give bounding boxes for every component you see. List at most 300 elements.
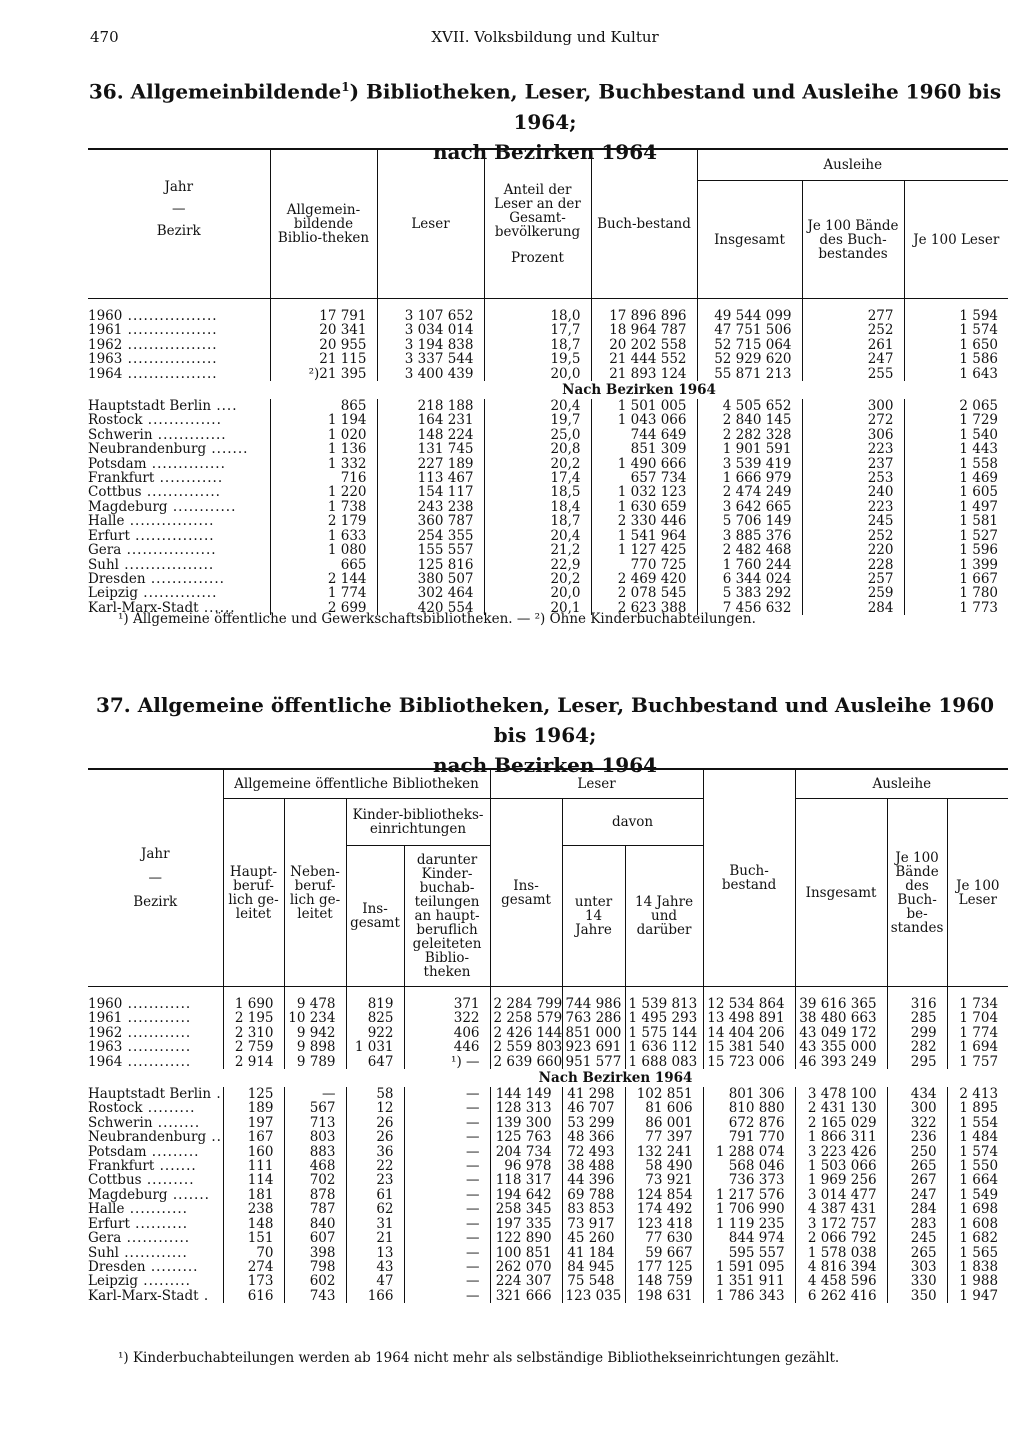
table-cell: 360 787 bbox=[377, 514, 484, 528]
table-cell: 1 757 bbox=[947, 1055, 1008, 1069]
table-cell: — bbox=[404, 1289, 490, 1303]
table-cell: 160 bbox=[223, 1145, 284, 1159]
table-row bbox=[88, 352, 1008, 366]
table-cell: 20,2 bbox=[484, 572, 591, 586]
leader-dots: . bbox=[198, 1287, 210, 1304]
table-cell: 155 557 bbox=[377, 543, 484, 557]
table-cell: 607 bbox=[284, 1231, 346, 1245]
table-cell: 1 988 bbox=[947, 1274, 1008, 1288]
table-cell: 716 bbox=[270, 471, 377, 485]
leader-dots: .............. bbox=[141, 484, 221, 501]
table-cell: 77 397 bbox=[625, 1130, 703, 1144]
table-cell: 31 bbox=[346, 1217, 404, 1231]
table37-title: 37. Allgemeine öffentliche Bibliotheken, Leser, Buchbestand und Ausleihe 1960 bis 1964; nach Bezirken 1964 bbox=[80, 690, 1010, 780]
table-cell: 3 885 376 bbox=[697, 529, 802, 543]
table-cell: 20,0 bbox=[484, 367, 591, 381]
table-cell: 322 bbox=[404, 1011, 490, 1025]
table-cell: 2 330 446 bbox=[591, 514, 697, 528]
table-cell: 125 bbox=[223, 1087, 284, 1101]
table-row bbox=[88, 367, 1008, 381]
row-label: 1960 ............ bbox=[88, 996, 192, 1012]
table-cell: 3 223 426 bbox=[795, 1145, 887, 1159]
table-cell: 1 539 813 bbox=[625, 997, 703, 1011]
col37-neben: Neben-beruf-lich ge-leitet bbox=[284, 799, 346, 987]
table-cell: 865 bbox=[270, 399, 377, 413]
table-cell: 1 773 bbox=[904, 601, 1008, 615]
table-row bbox=[88, 428, 1008, 442]
table-cell: 1 549 bbox=[947, 1188, 1008, 1202]
table-cell: 770 725 bbox=[591, 558, 697, 572]
table-cell: 1 947 bbox=[947, 1289, 1008, 1303]
table-cell: 468 bbox=[284, 1159, 346, 1173]
table-cell: 102 851 bbox=[625, 1087, 703, 1101]
table-cell: 3 172 757 bbox=[795, 1217, 887, 1231]
table-cell: 1 667 bbox=[904, 572, 1008, 586]
table-cell: 61 bbox=[346, 1188, 404, 1202]
table-cell: 3 478 100 bbox=[795, 1087, 887, 1101]
table-cell: 18 964 787 bbox=[591, 323, 697, 337]
col37-unter14: unter 14 Jahre bbox=[562, 846, 625, 987]
table-cell: 2 065 bbox=[904, 399, 1008, 413]
col-bibliotheken: Allgemein-bildende Biblio-theken bbox=[270, 149, 377, 299]
table-row bbox=[88, 1202, 1008, 1216]
table-cell: 2 623 388 bbox=[591, 601, 697, 615]
table-cell: 23 bbox=[346, 1173, 404, 1187]
table-row bbox=[88, 1217, 1008, 1231]
table-cell: 194 642 bbox=[490, 1188, 562, 1202]
table-cell: 19,5 bbox=[484, 352, 591, 366]
table-cell: 350 bbox=[887, 1289, 947, 1303]
table-cell: 371 bbox=[404, 997, 490, 1011]
table-cell: 96 978 bbox=[490, 1159, 562, 1173]
row-label: 1961 ................. bbox=[88, 322, 218, 339]
table-cell: 123 035 bbox=[562, 1289, 625, 1303]
table37-subtitle: nach Bezirken 1964 bbox=[432, 753, 658, 777]
table-row bbox=[88, 586, 1008, 600]
table-cell: 2 310 bbox=[223, 1026, 284, 1040]
row-label: 1964 ................. bbox=[88, 365, 218, 382]
table-cell: 69 788 bbox=[562, 1188, 625, 1202]
table-row bbox=[88, 1274, 1008, 1288]
table-cell: 2 474 249 bbox=[697, 485, 802, 499]
leader-dots: ........... bbox=[124, 1201, 188, 1218]
table-cell: 446 bbox=[404, 1040, 490, 1054]
row-label: Karl-Marx-Stadt ...... bbox=[88, 599, 236, 616]
leader-dots: .... bbox=[211, 398, 238, 415]
table-cell: 1 332 bbox=[270, 457, 377, 471]
table-cell: 1 866 311 bbox=[795, 1130, 887, 1144]
table-cell: 18,4 bbox=[484, 500, 591, 514]
table-cell: 2 179 bbox=[270, 514, 377, 528]
col-ausleihe-insgesamt: Insgesamt bbox=[697, 181, 802, 299]
table-cell: 672 876 bbox=[703, 1116, 795, 1130]
table-cell: — bbox=[404, 1260, 490, 1274]
table-cell: 1 586 bbox=[904, 352, 1008, 366]
table-cell: 252 bbox=[802, 529, 904, 543]
table-cell: 595 557 bbox=[703, 1246, 795, 1260]
table-cell: 47 bbox=[346, 1274, 404, 1288]
table-cell: 1 574 bbox=[947, 1145, 1008, 1159]
table-cell: 122 890 bbox=[490, 1231, 562, 1245]
table-cell: 434 bbox=[887, 1087, 947, 1101]
leader-dots: ......... bbox=[146, 1143, 200, 1160]
table-cell: 744 986 bbox=[562, 997, 625, 1011]
table-cell: 1 605 bbox=[904, 485, 1008, 499]
table-cell: 62 bbox=[346, 1202, 404, 1216]
table-cell: 2 258 579 bbox=[490, 1011, 562, 1025]
table-cell: 1 497 bbox=[904, 500, 1008, 514]
table-cell: 21 893 124 bbox=[591, 367, 697, 381]
table-cell: 3 642 665 bbox=[697, 500, 802, 514]
table-cell: 151 bbox=[223, 1231, 284, 1245]
table-cell: 43 355 000 bbox=[795, 1040, 887, 1054]
table-cell: 1 558 bbox=[904, 457, 1008, 471]
leader-dots: ................. bbox=[121, 542, 217, 559]
table-cell: 247 bbox=[802, 352, 904, 366]
table-cell: 1 541 964 bbox=[591, 529, 697, 543]
table-row bbox=[88, 1101, 1008, 1115]
table-cell: 398 bbox=[284, 1246, 346, 1260]
table-cell: 4 816 394 bbox=[795, 1260, 887, 1274]
table-cell: 2 078 545 bbox=[591, 586, 697, 600]
table-cell: 72 493 bbox=[562, 1145, 625, 1159]
row-label: Cottbus ......... bbox=[88, 1172, 195, 1189]
row-label: Hauptstadt Berlin .... bbox=[88, 398, 238, 415]
leader-dots: ...... bbox=[198, 599, 236, 616]
table-cell: 1 969 256 bbox=[795, 1173, 887, 1187]
table-cell: 9 789 bbox=[284, 1055, 346, 1069]
table-cell: 819 bbox=[346, 997, 404, 1011]
table-cell: 220 bbox=[802, 543, 904, 557]
table-cell: 1 636 112 bbox=[625, 1040, 703, 1054]
table-cell: 19,7 bbox=[484, 413, 591, 427]
leader-dots: ............ bbox=[122, 1053, 192, 1070]
table-cell: 250 bbox=[887, 1145, 947, 1159]
col-ausleihe: Ausleihe bbox=[697, 149, 1008, 181]
table-cell: 5 383 292 bbox=[697, 586, 802, 600]
col37-ab14: 14 Jahre und darüber bbox=[625, 846, 703, 987]
table-cell: 131 745 bbox=[377, 442, 484, 456]
table-cell: 262 070 bbox=[490, 1260, 562, 1274]
table-cell: 265 bbox=[887, 1159, 947, 1173]
table-row bbox=[88, 1055, 1008, 1069]
table-cell: 1 220 bbox=[270, 485, 377, 499]
row-label: 1963 ................. bbox=[88, 351, 218, 368]
row-label: Neubrandenburg .. bbox=[88, 1129, 222, 1146]
table-cell: 1 399 bbox=[904, 558, 1008, 572]
table-cell: ¹) — bbox=[404, 1055, 490, 1069]
table-cell: 923 691 bbox=[562, 1040, 625, 1054]
leader-dots: .......... bbox=[129, 1215, 189, 1232]
table36-footnote: ¹) Allgemeine öffentliche und Gewerkschaftsbibliotheken. — ²) Ohne Kinderbuchabteilungen. bbox=[118, 611, 756, 627]
col37-kinder: Kinder-bibliotheks-einrichtungen bbox=[346, 799, 490, 846]
table-cell: 45 260 bbox=[562, 1231, 625, 1245]
table-cell: 1 554 bbox=[947, 1116, 1008, 1130]
table-cell: 801 306 bbox=[703, 1087, 795, 1101]
table-cell: 1 043 066 bbox=[591, 413, 697, 427]
table-cell: 22 bbox=[346, 1159, 404, 1173]
table-cell: 1 527 bbox=[904, 529, 1008, 543]
col-buchbestand: Buch-bestand bbox=[591, 149, 697, 299]
table-cell: 567 bbox=[284, 1101, 346, 1115]
table-cell: 257 bbox=[802, 572, 904, 586]
table-cell: 1 288 074 bbox=[703, 1145, 795, 1159]
leader-dots: .............. bbox=[145, 570, 225, 587]
table-cell: 4 505 652 bbox=[697, 399, 802, 413]
section-subheading: Nach Bezirken 1964 bbox=[562, 382, 716, 399]
table-cell: 38 488 bbox=[562, 1159, 625, 1173]
table-cell: 81 606 bbox=[625, 1101, 703, 1115]
table-cell: 20,4 bbox=[484, 529, 591, 543]
table-cell: — bbox=[404, 1145, 490, 1159]
leader-dots: ............ bbox=[122, 996, 192, 1012]
table-cell: 1 591 095 bbox=[703, 1260, 795, 1274]
table-cell: 259 bbox=[802, 586, 904, 600]
table-cell: 247 bbox=[887, 1188, 947, 1202]
table-cell: 1 786 343 bbox=[703, 1289, 795, 1303]
row-label: 1962 ................. bbox=[88, 336, 218, 353]
table-cell: 265 bbox=[887, 1246, 947, 1260]
table-cell: 330 bbox=[887, 1274, 947, 1288]
table-cell: 1 080 bbox=[270, 543, 377, 557]
table-row bbox=[88, 309, 1008, 323]
table36-subtitle: nach Bezirken 1964 bbox=[432, 139, 658, 164]
table-cell: 1 706 990 bbox=[703, 1202, 795, 1216]
table-cell: 277 bbox=[802, 309, 904, 323]
leader-dots: ................. bbox=[122, 322, 218, 339]
table-cell: 38 480 663 bbox=[795, 1011, 887, 1025]
row-label: Suhl ............ bbox=[88, 1244, 188, 1261]
table-cell: 13 498 891 bbox=[703, 1011, 795, 1025]
table-cell: 825 bbox=[346, 1011, 404, 1025]
table-row bbox=[88, 1188, 1008, 1202]
table-cell: 2 426 144 bbox=[490, 1026, 562, 1040]
table-cell: 1 664 bbox=[947, 1173, 1008, 1187]
table-cell: 1 581 bbox=[904, 514, 1008, 528]
table-cell: 197 335 bbox=[490, 1217, 562, 1231]
table-cell: 261 bbox=[802, 338, 904, 352]
row-label: Halle ................ bbox=[88, 513, 215, 530]
table-row bbox=[88, 485, 1008, 499]
table37-footnote: ¹) Kinderbuchabteilungen werden ab 1964 nicht mehr als selbständige Bibliothekseinrichtungen gezählt. bbox=[118, 1350, 840, 1366]
leader-dots: ........ bbox=[152, 1114, 201, 1131]
table-cell: 48 366 bbox=[562, 1130, 625, 1144]
table-cell: 20 341 bbox=[270, 323, 377, 337]
table-cell: 18,7 bbox=[484, 514, 591, 528]
table36-title: 36. Allgemeinbildende$^1$) Bibliotheken, Leser, Buchbestand und Ausleihe 1960 bis 1964; nach Bezirken 1964 bbox=[80, 72, 1010, 167]
table-cell: 15 723 006 bbox=[703, 1055, 795, 1069]
table-cell: 1 690 bbox=[223, 997, 284, 1011]
row-label: Cottbus .............. bbox=[88, 484, 221, 501]
table-cell: 224 307 bbox=[490, 1274, 562, 1288]
table-row bbox=[88, 558, 1008, 572]
table-cell: 3 014 477 bbox=[795, 1188, 887, 1202]
table-cell: 177 125 bbox=[625, 1260, 703, 1274]
table-cell: 84 945 bbox=[562, 1260, 625, 1274]
table-cell: 125 816 bbox=[377, 558, 484, 572]
table-cell: 300 bbox=[887, 1101, 947, 1115]
table-cell: 616 bbox=[223, 1289, 284, 1303]
table-cell: 2 840 145 bbox=[697, 413, 802, 427]
table-cell: — bbox=[284, 1087, 346, 1101]
table-cell: 844 974 bbox=[703, 1231, 795, 1245]
table-cell: 803 bbox=[284, 1130, 346, 1144]
table-cell: 73 921 bbox=[625, 1173, 703, 1187]
table-cell: 53 299 bbox=[562, 1116, 625, 1130]
table-cell: 21,2 bbox=[484, 543, 591, 557]
table-cell: 568 046 bbox=[703, 1159, 795, 1173]
table-cell: 52 929 620 bbox=[697, 352, 802, 366]
table-row bbox=[88, 500, 1008, 514]
table-cell: 1 565 bbox=[947, 1246, 1008, 1260]
table-cell: 1 688 083 bbox=[625, 1055, 703, 1069]
col37-jahr-bezirk: Jahr — Bezirk bbox=[88, 769, 223, 987]
table-cell: — bbox=[404, 1246, 490, 1260]
table-cell: 17,4 bbox=[484, 471, 591, 485]
table-cell: 1 780 bbox=[904, 586, 1008, 600]
table-cell: 922 bbox=[346, 1026, 404, 1040]
table-cell: 2 066 792 bbox=[795, 1231, 887, 1245]
row-label: Rostock .............. bbox=[88, 412, 222, 429]
table36 bbox=[88, 148, 1008, 615]
row-label: Magdeburg ....... bbox=[88, 1186, 210, 1203]
table-cell: 274 bbox=[223, 1260, 284, 1274]
table-cell: ²)21 395 bbox=[270, 367, 377, 381]
table-cell: 406 bbox=[404, 1026, 490, 1040]
table-cell: 252 bbox=[802, 323, 904, 337]
table-cell: 118 317 bbox=[490, 1173, 562, 1187]
col-jahr-bezirk: Jahr — Bezirk bbox=[88, 149, 270, 299]
row-label: Gera ................. bbox=[88, 542, 217, 559]
table-cell: 253 bbox=[802, 471, 904, 485]
table-cell: 20,2 bbox=[484, 457, 591, 471]
table-cell: 20,1 bbox=[484, 601, 591, 615]
table-cell: 1 738 bbox=[270, 500, 377, 514]
table-cell: 20,8 bbox=[484, 442, 591, 456]
table-cell: 1 217 576 bbox=[703, 1188, 795, 1202]
table-cell: 2 195 bbox=[223, 1011, 284, 1025]
table-cell: 2 482 468 bbox=[697, 543, 802, 557]
col37-leser: Leser bbox=[490, 769, 703, 799]
table-cell: 1 119 235 bbox=[703, 1217, 795, 1231]
leader-dots: ............ bbox=[122, 1010, 192, 1027]
table-cell: 3 107 652 bbox=[377, 309, 484, 323]
table-cell: 284 bbox=[887, 1202, 947, 1216]
table-cell: 1 032 123 bbox=[591, 485, 697, 499]
table-cell: 59 667 bbox=[625, 1246, 703, 1260]
table-row bbox=[88, 399, 1008, 413]
table-cell: 228 bbox=[802, 558, 904, 572]
table-cell: 55 871 213 bbox=[697, 367, 802, 381]
table-cell: 306 bbox=[802, 428, 904, 442]
leader-dots: ................. bbox=[118, 556, 215, 573]
table-cell: 167 bbox=[223, 1130, 284, 1144]
table-cell: 1 575 144 bbox=[625, 1026, 703, 1040]
leader-dots: ............ bbox=[167, 498, 237, 515]
table-cell: 282 bbox=[887, 1040, 947, 1054]
table-cell: 20,0 bbox=[484, 586, 591, 600]
table-cell: 21 bbox=[346, 1231, 404, 1245]
row-label: Potsdam .............. bbox=[88, 455, 226, 472]
table-cell: — bbox=[404, 1173, 490, 1187]
table-cell: 123 418 bbox=[625, 1217, 703, 1231]
table-cell: 227 189 bbox=[377, 457, 484, 471]
table-cell: 49 544 099 bbox=[697, 309, 802, 323]
col37-kinder-darunter: darunter Kinder-buchab-teilungen an haupt-beruflich geleiteten Biblio-theken bbox=[404, 846, 490, 987]
leader-dots: ............ bbox=[122, 1039, 192, 1056]
table-row bbox=[88, 413, 1008, 427]
table-cell: 113 467 bbox=[377, 471, 484, 485]
table-cell: 2 914 bbox=[223, 1055, 284, 1069]
table-cell: 12 bbox=[346, 1101, 404, 1115]
row-label: Magdeburg ............ bbox=[88, 498, 237, 515]
table-row bbox=[88, 1040, 1008, 1054]
table-row bbox=[88, 1145, 1008, 1159]
table-cell: 58 bbox=[346, 1087, 404, 1101]
table-cell: 316 bbox=[887, 997, 947, 1011]
table-row bbox=[88, 543, 1008, 557]
table-cell: — bbox=[404, 1202, 490, 1216]
col37-ausleihe-insgesamt: Insgesamt bbox=[795, 799, 887, 987]
table-cell: 2 282 328 bbox=[697, 428, 802, 442]
table-cell: 124 854 bbox=[625, 1188, 703, 1202]
table-cell: 763 286 bbox=[562, 1011, 625, 1025]
table-row bbox=[88, 1159, 1008, 1173]
leader-dots: ......... bbox=[145, 1258, 199, 1275]
table-cell: 2 559 803 bbox=[490, 1040, 562, 1054]
row-label: 1964 ............ bbox=[88, 1053, 192, 1070]
leader-dots: ................. bbox=[122, 365, 218, 382]
table-cell: 70 bbox=[223, 1246, 284, 1260]
table-cell: 1 594 bbox=[904, 309, 1008, 323]
table-cell: 736 373 bbox=[703, 1173, 795, 1187]
table-cell: — bbox=[404, 1188, 490, 1202]
table-cell: 218 188 bbox=[377, 399, 484, 413]
table-cell: 75 548 bbox=[562, 1274, 625, 1288]
table-cell: 12 534 864 bbox=[703, 997, 795, 1011]
table-cell: 665 bbox=[270, 558, 377, 572]
row-label: Erfurt .......... bbox=[88, 1215, 189, 1232]
table-cell: 284 bbox=[802, 601, 904, 615]
running-head: XVII. Volksbildung und Kultur bbox=[431, 28, 659, 46]
table-cell: 602 bbox=[284, 1274, 346, 1288]
row-label: Schwerin ........ bbox=[88, 1114, 201, 1131]
table-cell: 18,5 bbox=[484, 485, 591, 499]
table-row bbox=[88, 1026, 1008, 1040]
table-cell: 1 020 bbox=[270, 428, 377, 442]
table-cell: 258 345 bbox=[490, 1202, 562, 1216]
table-cell: 299 bbox=[887, 1026, 947, 1040]
row-label: Erfurt ............... bbox=[88, 527, 215, 544]
table-cell: 73 917 bbox=[562, 1217, 625, 1231]
table-cell: 743 bbox=[284, 1289, 346, 1303]
table-cell: 3 539 419 bbox=[697, 457, 802, 471]
table-cell: 10 234 bbox=[284, 1011, 346, 1025]
table-cell: 2 144 bbox=[270, 572, 377, 586]
table-row bbox=[88, 1260, 1008, 1274]
table-cell: 1 838 bbox=[947, 1260, 1008, 1274]
table-cell: 1 729 bbox=[904, 413, 1008, 427]
table-cell: 1 650 bbox=[904, 338, 1008, 352]
table-cell: 1 760 244 bbox=[697, 558, 802, 572]
row-label: Rostock ......... bbox=[88, 1100, 196, 1117]
table-cell: 86 001 bbox=[625, 1116, 703, 1130]
table-cell: 1 127 425 bbox=[591, 543, 697, 557]
row-label: 1961 ............ bbox=[88, 1010, 192, 1027]
table-row bbox=[88, 514, 1008, 528]
leader-dots: ................. bbox=[122, 351, 218, 368]
table-cell: 20 955 bbox=[270, 338, 377, 352]
